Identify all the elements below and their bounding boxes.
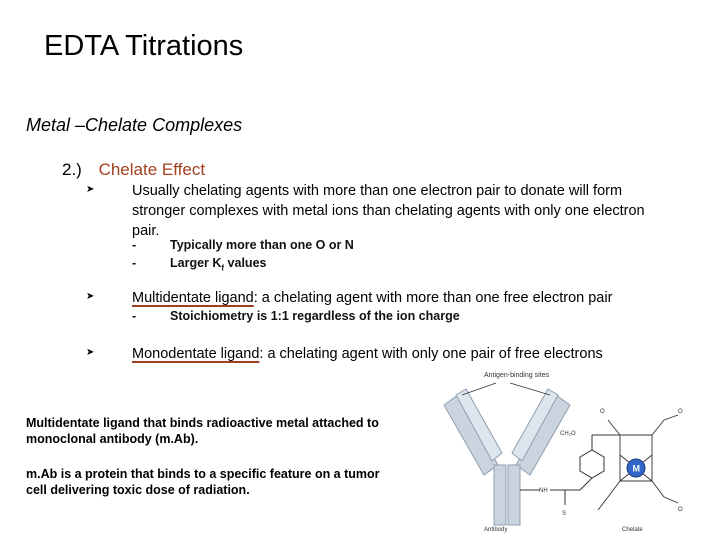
dash-marker: -: [132, 309, 137, 323]
bullet-text: Usually chelating agents with more than one electron pair to donate will form stronger complexes with metal ions than chelating agents with only one electron pair.: [132, 183, 645, 239]
sub-bullet: [132, 309, 460, 323]
sub-bullet-text: Typically more than one O or N: [170, 238, 354, 252]
antibody-chelate-diagram: [440, 365, 712, 535]
section-heading: [62, 160, 205, 180]
nh-label: NH: [539, 488, 548, 494]
section-number: 2.): [62, 160, 82, 179]
dash-marker: -: [132, 238, 137, 252]
oxygen-label: O: [678, 409, 683, 415]
antigen-sites-label: Antigen-binding sites: [484, 372, 549, 379]
page-title: EDTA Titrations: [44, 30, 244, 62]
antibody-shape: [444, 389, 570, 525]
subscript-f: f: [221, 263, 225, 273]
sub-bullet-text-end: values: [224, 256, 267, 270]
sub-bullet-text-start: Larger K: [170, 256, 222, 270]
benzene-ring: [580, 450, 604, 478]
bullet-1: [86, 181, 652, 241]
oxygen-label: O: [678, 507, 683, 513]
arrow-bullet-icon: ➤: [86, 184, 95, 195]
term-multidentate: Multidentate ligand: [132, 290, 254, 306]
metal-label: M: [632, 463, 640, 474]
oxygen-label: O: [600, 409, 605, 415]
definition: : a chelating agent with more than one free electron pair: [253, 290, 613, 306]
bullet-2: [86, 288, 652, 308]
sub-bullet-text: [170, 256, 266, 273]
arrow-bullet-icon: ➤: [86, 347, 95, 358]
chelate-label: Chelate: [622, 527, 643, 533]
sub-bullet: [132, 256, 266, 273]
bullet-text: [132, 288, 652, 308]
antibody-chelate-figure: [440, 365, 712, 535]
antibody-label: Antibody: [484, 527, 508, 533]
figure-caption-2: m.Ab is a protein that binds to a specific feature on a tumor cell delivering toxic dose of radiation.: [26, 467, 380, 497]
figure-caption-1: Multidentate ligand that binds radioactive metal attached to monoclonal antibody (m.Ab).: [26, 416, 379, 446]
sub-bullet-text: Stoichiometry is 1:1 regardless of the ion charge: [170, 309, 460, 323]
arrow-bullet-icon: ➤: [86, 291, 95, 302]
term-monodentate: Monodentate ligand: [132, 346, 260, 362]
definition: : a chelating agent with only one pair of free electrons: [259, 346, 603, 362]
section-title: Chelate Effect: [98, 160, 206, 179]
bullet-3: [86, 344, 652, 364]
page-subtitle: Metal –Chelate Complexes: [26, 115, 243, 135]
sulfur-label: S: [562, 511, 567, 517]
bullet-text: [132, 344, 652, 364]
dash-marker: -: [132, 256, 137, 270]
sub-bullet: [132, 238, 354, 252]
ch2o-label: CH₂O: [560, 431, 576, 437]
